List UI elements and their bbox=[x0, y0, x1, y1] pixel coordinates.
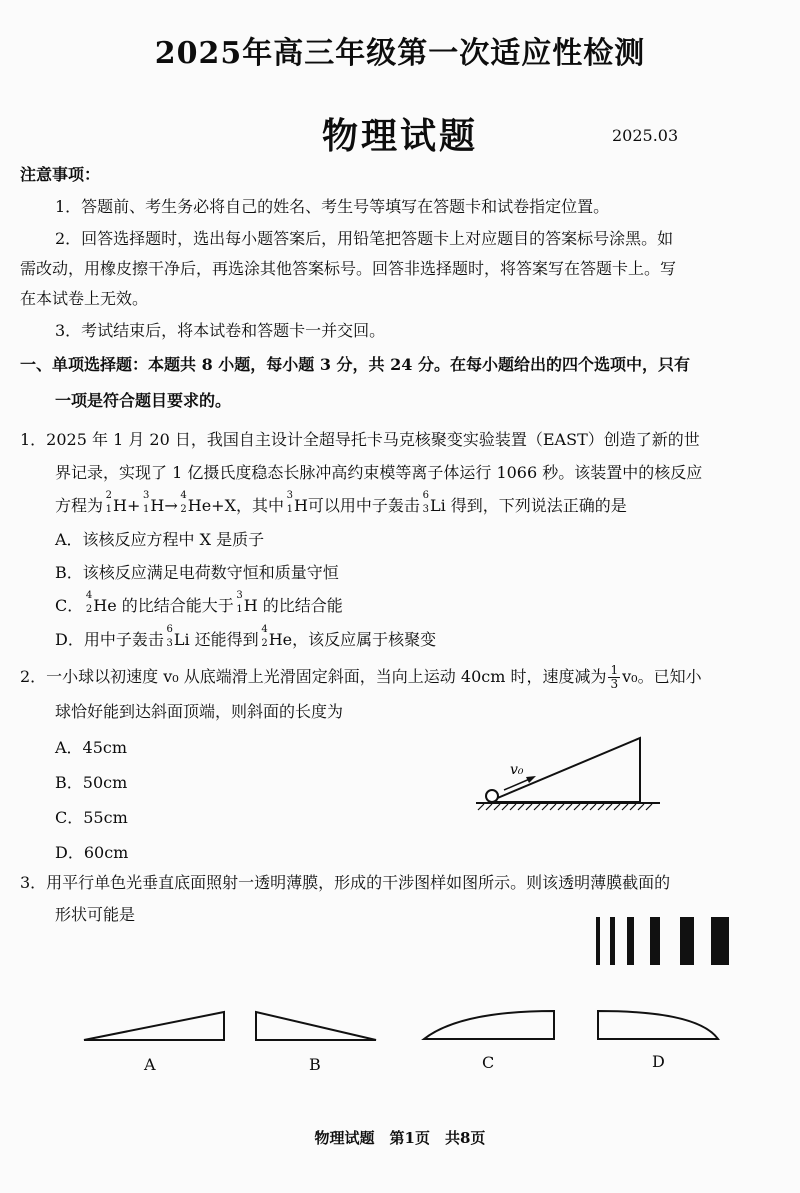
subject-title: 物理试题 bbox=[321, 115, 478, 157]
q1-line-1: 1．2025 年 1 月 20 日，我国自主设计全超导托卡马克核聚变实验装置（EAST）创造了新的世 bbox=[20, 430, 700, 449]
notice-item-1: 1．答题前、考生务必将自己的姓名、考生号等填写在答题卡和试卷指定位置。 bbox=[55, 197, 610, 216]
shape-a-caption: A bbox=[144, 1055, 156, 1074]
shape-b-caption: B bbox=[309, 1055, 321, 1074]
shape-c bbox=[420, 1005, 560, 1045]
q3-line-1: 3．用平行单色光垂直底面照射一透明薄膜，形成的干涉图样如图所示。则该透明薄膜截面的 bbox=[20, 873, 671, 892]
fringe-2 bbox=[610, 917, 615, 965]
q1-option-c: C． 4 2 He 的比结合能大于 3 1 H 的比结合能 bbox=[55, 590, 343, 615]
notice-item-3: 3．考试结束后，将本试卷和答题卡一并交回。 bbox=[55, 321, 386, 340]
isotope-he4: 4 2 bbox=[180, 490, 187, 515]
q1-line-2: 界记录，实现了 1 亿摄氏度稳态长脉冲高约束模等离子体运行 1066 秒。该装置中的核反应 bbox=[55, 463, 703, 482]
q2-option-c: C．55cm bbox=[55, 808, 128, 827]
page-footer: 物理试题 第1页 共8页 bbox=[314, 1129, 486, 1147]
section-1-instructions-line-2: 一项是符合题目要求的。 bbox=[55, 391, 232, 410]
interference-pattern bbox=[590, 915, 740, 967]
exam-date: 2025.03 bbox=[612, 126, 679, 145]
isotope-h3: 3 1 bbox=[143, 490, 150, 515]
fringe-4 bbox=[650, 917, 660, 965]
notice-item-2-line-2: 需改动，用橡皮擦干净后，再选涂其他答案标号。回答非选择题时，将答案写在答题卡上。写 bbox=[20, 259, 677, 278]
notice-heading: 注意事项： bbox=[20, 165, 101, 184]
fringe-1 bbox=[596, 917, 600, 965]
q1-option-a: A．该核反应方程中 X 是质子 bbox=[55, 530, 265, 549]
shape-d bbox=[594, 1005, 724, 1045]
isotope-h3-b: 3 1 bbox=[286, 490, 293, 515]
isotope-li6-d: 6 3 bbox=[166, 624, 173, 649]
q2-option-a: A．45cm bbox=[55, 738, 128, 757]
q2-option-b: B．50cm bbox=[55, 773, 128, 792]
notice-item-2-line-3: 在本试卷上无效。 bbox=[20, 289, 149, 308]
isotope-he4-d: 4 2 bbox=[261, 624, 268, 649]
exam-title: 2025年高三年级第一次适应性检测 bbox=[154, 36, 646, 71]
velocity-label: v₀ bbox=[510, 762, 524, 778]
q1-line-3: 方程为 2 1 H+ 3 1 H→ 4 2 He+X，其中 3 1 H可以用中子轰击 6 3 Li 得到，下列说法正确的是 bbox=[55, 490, 627, 515]
shape-c-caption: C bbox=[482, 1053, 495, 1072]
incline-figure bbox=[470, 730, 670, 820]
fringe-3 bbox=[627, 917, 634, 965]
fringe-5 bbox=[680, 917, 694, 965]
q1-option-d: D．用中子轰击 6 3 Li 还能得到 4 2 He，该反应属于核聚变 bbox=[55, 624, 437, 649]
shape-b bbox=[252, 1008, 382, 1044]
notice-item-2-line-1: 2．回答选择题时，选出每小题答案后，用铅笔把答题卡上对应题目的答案标号涂黑。如 bbox=[55, 229, 674, 248]
fraction-one-third: $\frac{1}{3}$ bbox=[610, 663, 619, 691]
ground-hatching bbox=[478, 804, 652, 810]
shape-a bbox=[80, 1008, 230, 1044]
section-1-instructions-line-1: 一、单项选择题：本题共 8 小题，每小题 3 分，共 24 分。在每小题给出的四个选项中，只有 bbox=[20, 355, 690, 374]
fringe-6 bbox=[711, 917, 729, 965]
q2-line-2: 球恰好能到达斜面顶端，则斜面的长度为 bbox=[55, 702, 344, 721]
q3-line-2: 形状可能是 bbox=[55, 905, 136, 924]
ball bbox=[486, 790, 498, 802]
isotope-h3-c: 3 1 bbox=[236, 590, 243, 615]
q1-option-b: B．该核反应满足电荷数守恒和质量守恒 bbox=[55, 563, 339, 582]
isotope-h2: 2 1 bbox=[105, 490, 113, 515]
q2-option-d: D．60cm bbox=[55, 843, 129, 862]
q2-line-1: 2．一小球以初速度 v₀ 从底端滑上光滑固定斜面，当向上运动 40cm 时，速度减为 $\frac{1}{3}$ v₀。已知小 bbox=[20, 663, 702, 691]
isotope-li6: 6 3 bbox=[422, 490, 429, 515]
isotope-he4-c: 4 2 bbox=[85, 590, 93, 615]
shape-d-caption: D bbox=[652, 1052, 665, 1071]
